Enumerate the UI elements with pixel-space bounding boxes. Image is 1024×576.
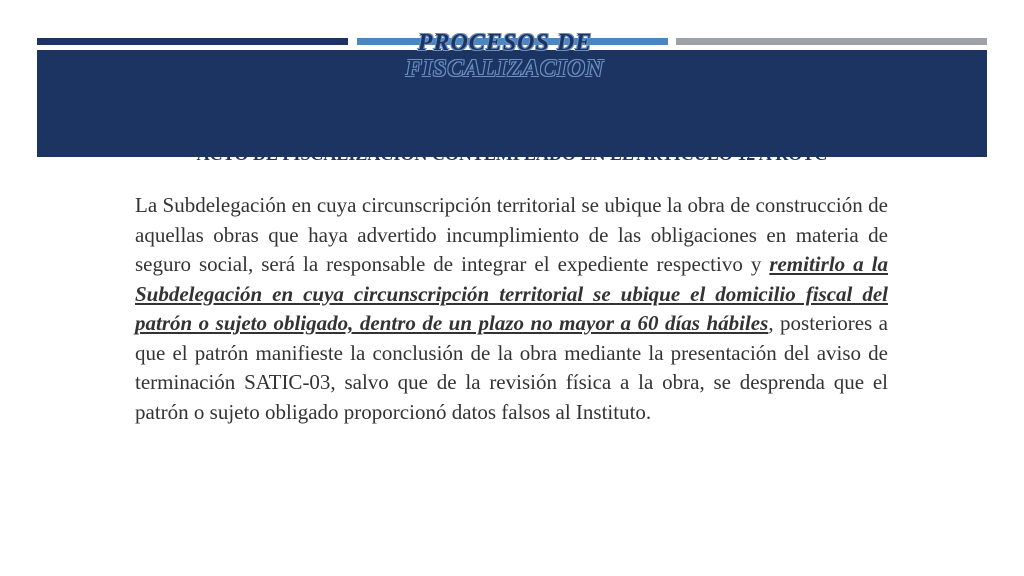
body-paragraph — [135, 191, 888, 427]
body-text-part-2: , posteriores a que el patrón manifieste la conclusión de la obra mediante la presentación del aviso de terminación SATIC-03, salvo que de la revisión física a la obra, se desprenda que el patrón o sujeto obligado proporcionó datos falsos al Instituto. — [135, 311, 888, 424]
body-text-part-1: La Subdelegación en cuya circunscripción territorial se ubique la obra de construcción de aquellas obras que haya advertido incumplimiento de las obligaciones en materia de seguro social, será la responsable de integrar el expediente respectivo y — [135, 193, 888, 276]
slide-title: PROCESOS DE FISCALIZACION — [405, 30, 605, 82]
slide-subtitle: ACTO DE FISCALIZACIÓN CONTEMPLADO EN EL ARTÍCULO 12 A ROTC — [196, 144, 828, 164]
decorative-bar-navy — [37, 38, 348, 45]
decorative-bar-gray — [676, 38, 987, 45]
body-text-emphasis: remitirlo a la Subdelegación en cuya circunscripción territorial se ubique el domicilio fiscal del patrón o sujeto obligado, dentro de un plazo no mayor a 60 días hábiles — [135, 252, 888, 335]
